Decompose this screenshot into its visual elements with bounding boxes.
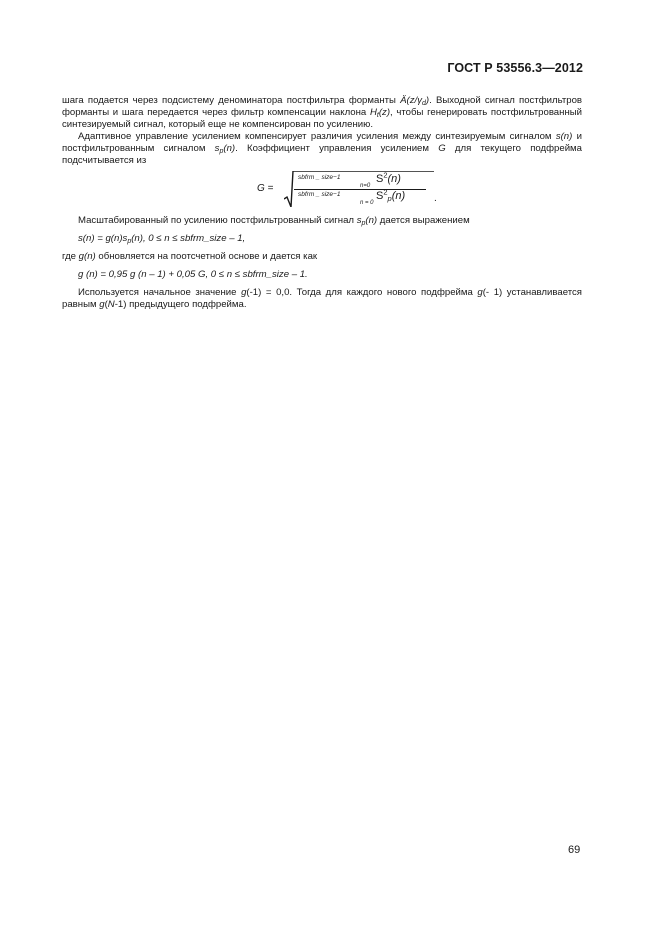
formula-gain-G: G = sbfrm _ size−1 n=0 $S^2(n)$ sbfrm _ size−1 n = 0 $S^2_p(n)$ .: [257, 170, 437, 206]
page-number: 69: [568, 844, 581, 856]
paragraph-scaled-signal: Масштабированный по усилению постфильтрованный сигнал $s_p(n)$ дается выражением: [78, 215, 470, 227]
formula-inline-Ht: $H_t(z)$: [369, 107, 391, 119]
equation-scaled-signal: $s(n) = g(n)s_p(n)$, 0 ≤ n ≤ sbfrm_size – 1,: [78, 233, 246, 245]
paragraph-postfilter: шага подается через подсистему деноминатора постфильтра форманты $Ä(z/\gamma_d)$. Выходной сигнал постфильтров форманты и шага передается через фильтр компенсации наклона $H_t(z)$, чтобы генерировать постфильтрованный синтезируемый сигнал, который еще не компенсирован по усилению.: [62, 95, 582, 130]
numerator: sbfrm _ size−1 n=0 $S^2(n)$: [298, 170, 401, 189]
paragraph-adaptive-gain: Адаптивное управление усилением компенсирует различия усиления между синтезируемым сигналом s(n) и постфильтрованным сигналом $s_p(n)$. Коэффициент управления усилением G для текущего подфрейма подсчитывается из: [62, 131, 582, 166]
formula-inline-A: $Ä(z/\gamma_d)$: [400, 95, 430, 107]
square-root: sbfrm _ size−1 n=0 $S^2(n)$ sbfrm _ size−1 n = 0 $S^2_p(n)$ .: [284, 171, 434, 207]
denominator: sbfrm _ size−1 n = 0 $S^2_p(n)$: [298, 187, 406, 206]
equation-g-update: g (n) = 0,95 g (n – 1) + 0,05 G, 0 ≤ n ≤ sbfrm_size – 1.: [78, 269, 308, 280]
document-id-header: ГОСТ Р 53556.3—2012: [447, 61, 583, 75]
paragraph-g-update: где g(n) обновляется на поотсчетной основе и дается как: [62, 251, 318, 262]
page-body: [62, 95, 582, 311]
paragraph-initial-value: Используется начальное значение g(-1) = 0,0. Тогда для каждого нового подфрейма g(- 1) устанавливается равным g(N-1) предыдущего подфрейма.: [62, 287, 582, 310]
